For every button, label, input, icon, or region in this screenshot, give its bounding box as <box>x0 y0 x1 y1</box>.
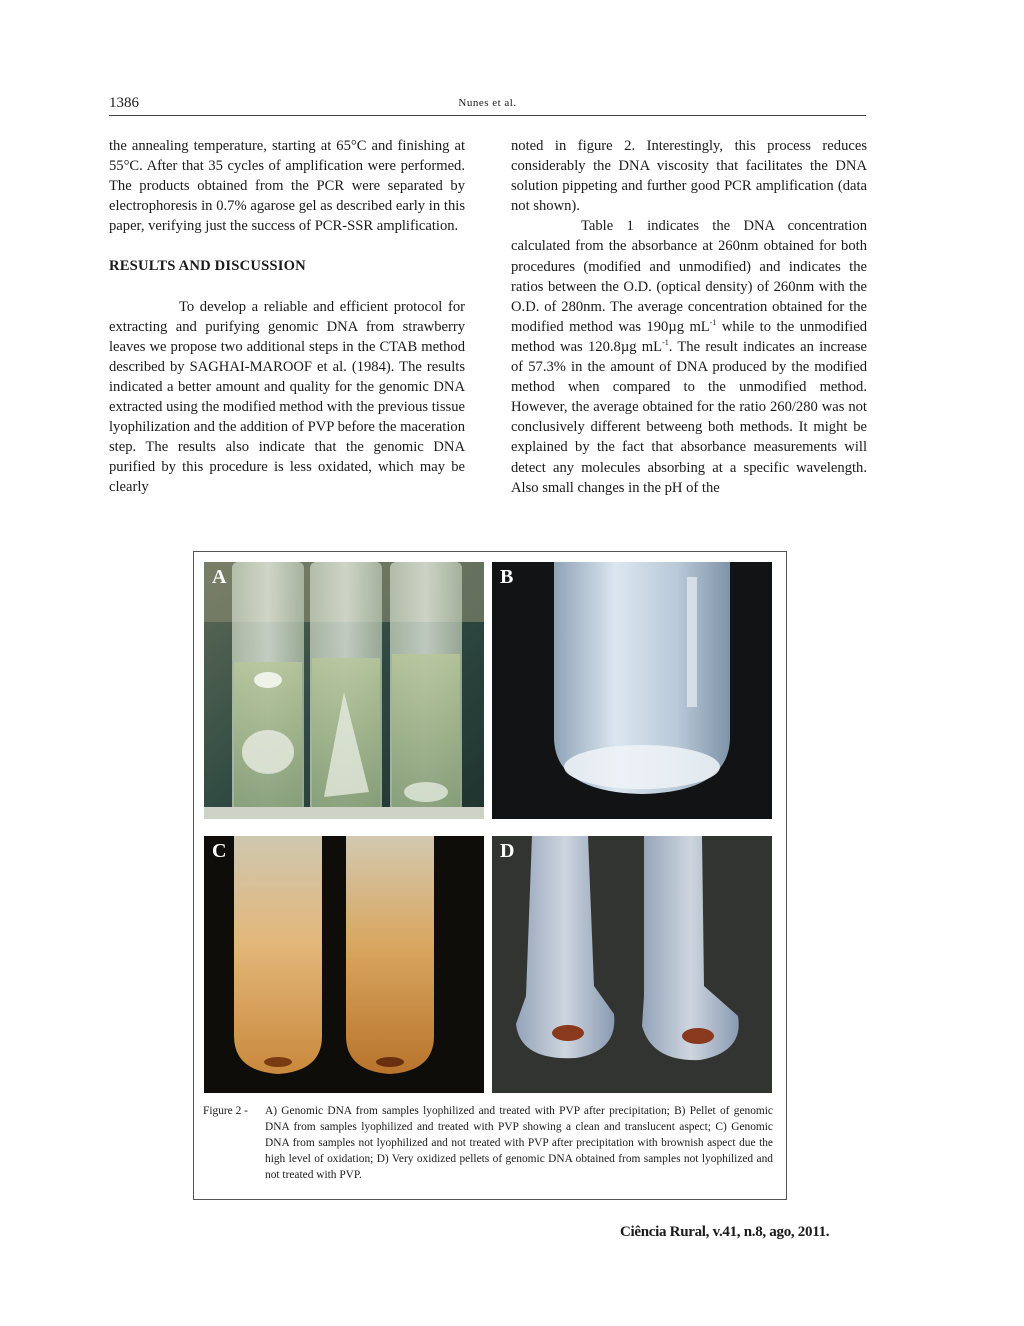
section-heading: RESULTS AND DISCUSSION <box>109 258 306 275</box>
panel-a-photo <box>204 562 484 819</box>
panel-d-photo <box>492 836 772 1093</box>
page-number: 1386 <box>109 95 139 111</box>
left-column <box>109 136 465 498</box>
left-paragraph-2: To develop a reliable and efficient protocol for extracting and purifying genomic DNA from strawberry leaves we propose two additional steps in the CTAB method described by SAGHAI-MAROOF et al. (1984). The results indicated a better amount and quality for the genomic DNA extracted using the modified method with the previous tissue lyophilization and the addition of PVP before the maceration step. The results also indicate that the genomic DNA purified by this procedure is less oxidated, which may be clearly <box>109 298 465 496</box>
unit-superscript-2: -1 <box>662 338 669 348</box>
figure-caption-label: Figure 2 - <box>203 1105 248 1117</box>
figure-panel-c <box>204 836 484 1093</box>
figure-caption-text: A) Genomic DNA from samples lyophilized and treated with PVP after precipitation; B) Pellet of genomic DNA from samples lyophilized and treated with PVP showing a clean and translucent aspect; C) Genomic DNA from samples not lyophilized and not treated with PVP after precipitation with brownish aspect due the high level of oxidation; D) Very oxidized pellets of genomic DNA obtained from samples not lyophilized and not treated with PVP. <box>265 1105 773 1181</box>
panel-label-a: A <box>212 566 227 588</box>
panel-label-b: B <box>500 566 514 588</box>
right-paragraph-2-part-b: while to the unmodified method was 120.8µg mL <box>511 318 867 355</box>
right-column <box>511 136 867 498</box>
journal-footer: Ciência Rural, v.41, n.8, ago, 2011. <box>620 1224 830 1240</box>
panel-label-c: C <box>212 840 227 862</box>
figure-2 <box>193 551 787 1200</box>
figure-caption <box>203 1103 773 1183</box>
right-paragraph-1: noted in figure 2. Interestingly, this process reduces considerably the DNA viscosity that facilitates the DNA solution pippeting and further good PCR amplification (data not shown). <box>511 138 867 215</box>
panel-label-d: D <box>500 840 515 862</box>
figure-panel-a <box>204 562 484 819</box>
panel-c-photo <box>204 836 484 1093</box>
right-paragraph-2 <box>511 216 867 497</box>
figure-panel-b <box>492 562 772 819</box>
page-header <box>109 95 866 116</box>
right-paragraph-2-part-c: . The result indicates an increase of 57.3% in the amount of DNA produced by the modified method when compared to the unmodified method. However, the average obtained for the ratio 260/280 was not conclusively different betweeng both methods. It might be explained by the fact that absorbance measurements will detect any molecules absorbing at a specific wavelength. Also small changes in the pH of the <box>511 338 867 496</box>
right-paragraph-2-part-a: Table 1 indicates the DNA concentration calculated from the absorbance at 260nm obtained for both procedures (modified and unmodified) and indicates the ratios between the O.D. (optical density) of 260nm with the O.D. of 280nm. The average concentration obtained for the modified method was 190µg mL <box>511 218 867 335</box>
running-head: Nunes et al. <box>458 97 517 109</box>
figure-panel-d <box>492 836 772 1093</box>
panel-b-photo <box>492 562 772 819</box>
left-paragraph-1: the annealing temperature, starting at 65°C and finishing at 55°C. After that 35 cycles of amplification were performed. The products obtained from the PCR were separated by electrophoresis in 0.7% agarose gel as described early in this paper, verifying just the success of PCR-SSR amplification. <box>109 138 465 235</box>
unit-superscript-1: -1 <box>709 317 717 327</box>
